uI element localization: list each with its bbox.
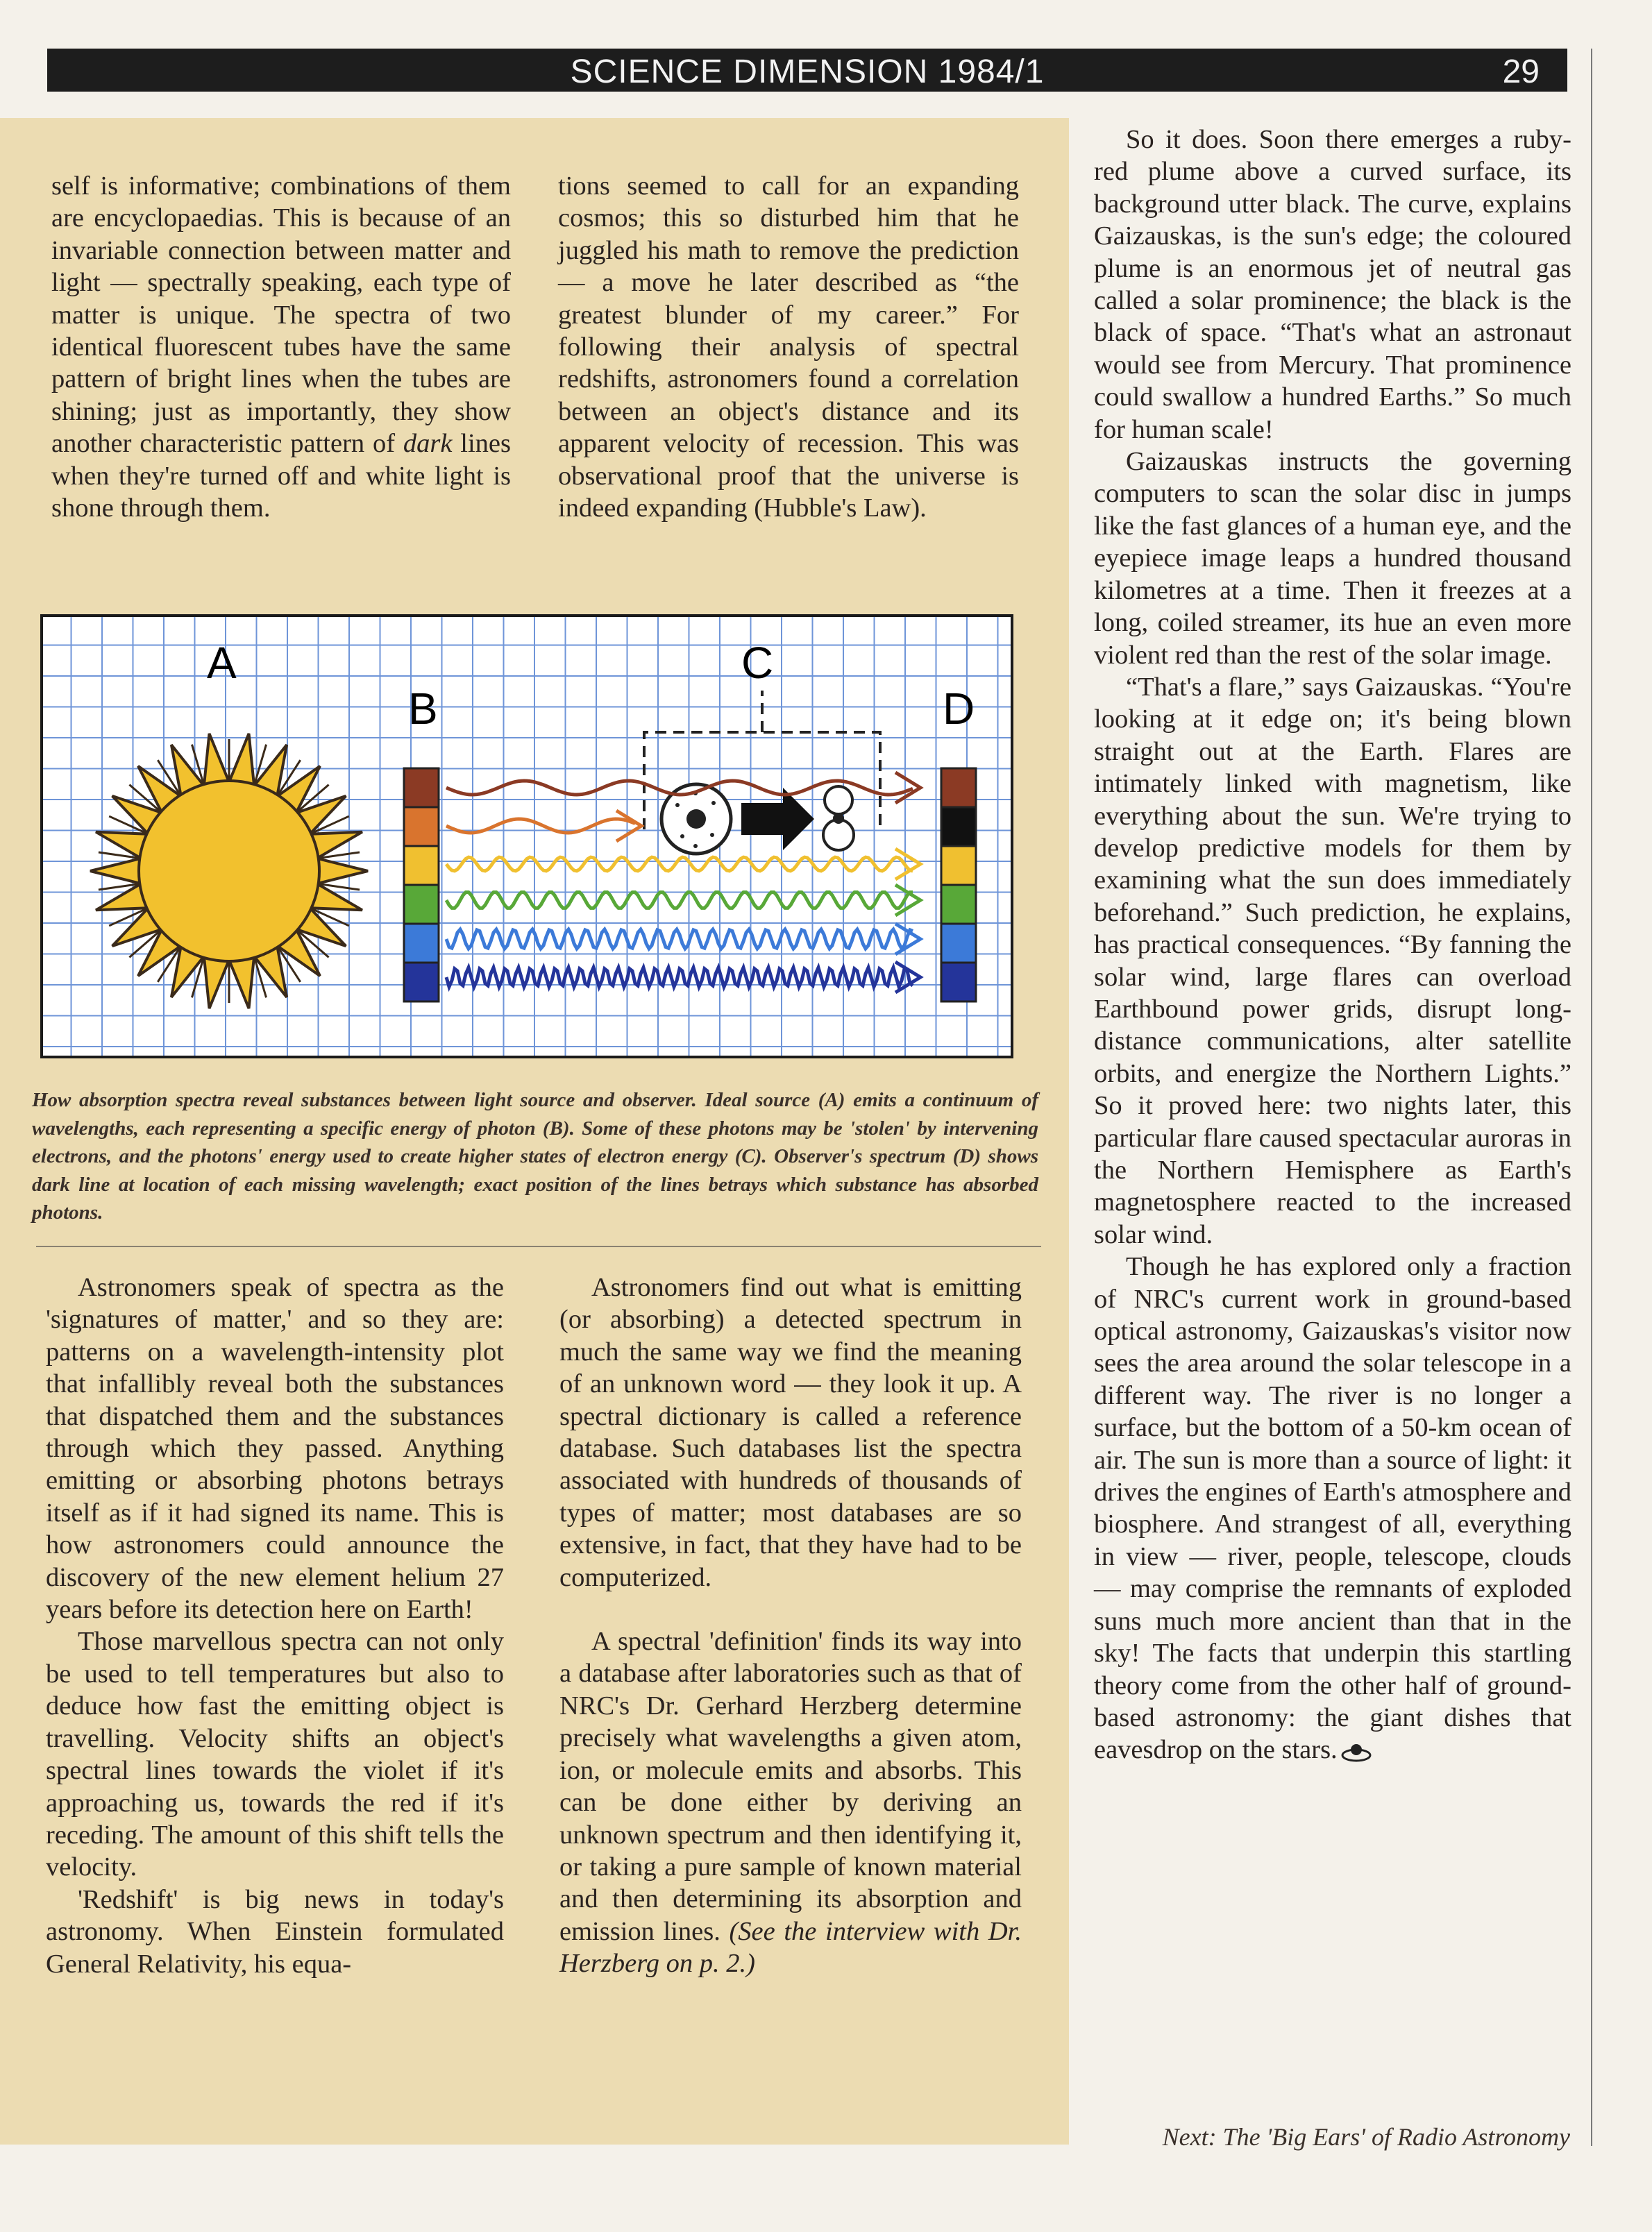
observed-spectrum-band xyxy=(941,963,976,1001)
observed-spectrum xyxy=(941,768,976,1001)
paragraph: “That's a flare,” says Gaizauskas. “You're looking at it edge on; it's being blown straight out at the Earth. Flares are intimately linked with magnetism, like everything about the sun. We're trying to develop predictive models for them by examining what the sun does immediately beforehand.” Such prediction, he explains, has practical consequences. “By fanning the solar wind, large flares can overload Earthbound power grids, disrupt long-distance communications, alter satellite orbits, and energize the Northern Lights.” So it proved here: two nights later, this particular flare caused spectacular auroras in the Northern Hemisphere as Earth's magnetosphere reacted to the increased solar wind. xyxy=(1094,672,1571,1249)
source-spectrum xyxy=(404,768,439,1001)
figure-caption: How absorption spectra reveal substances between light source and observer. Ideal source (A) emits a continuum of wavelengths, each representing a specific energy of photon (B). Some of these photons may be 'stolen' by intervening electrons, and the photons' energy used to create higher states of electron energy (C). Observer's spectrum (D) shows dark line at location of each missing wavelength; exact position of the lines betrays which substance has absorbed photons. xyxy=(32,1089,1038,1224)
column-bottom-middle xyxy=(559,1271,1022,1980)
paragraph: So it does. Soon there emerges a ruby-red plume above a curved surface, its background utter black. The curve, explains Gaizauskas, is the sun's edge; the coloured plume is an enormous jet of neutral gas called a solar prominence; the black is the black of space. “That's what an astronaut would see from Mercury. That prominence could swallow a hundred Earths.” So much for human scale! xyxy=(1094,125,1571,444)
source-spectrum-band xyxy=(404,807,439,846)
cross-reference: (See the interview with Dr. Herzberg on p. 2.) xyxy=(559,1916,1022,1979)
source-spectrum-band xyxy=(404,963,439,1001)
paragraph: self is informative; combinations of them are encyclopaedias. This is because of an invariable connection between matter and light — spectrally speaking, each type of matter is unique. The spectra of two identical fluorescent tubes have the same pattern of bright lines when the tubes are shining; just as importantly, they show another characteristic pattern of dark lines when they're turned off and white light is shone through them. xyxy=(51,171,512,523)
column-top-middle xyxy=(558,170,1019,524)
running-header xyxy=(47,49,1567,92)
next-issue-teaser: Next: The 'Big Ears' of Radio Astronomy xyxy=(1162,2123,1570,2151)
label-c: C xyxy=(741,638,774,688)
observed-spectrum-band xyxy=(941,846,976,885)
paragraph: Though he has explored only a fraction of NRC's current work in ground-based optical astronomy, Gaizauskas's visitor now sees the area around the solar telescope in a different way. The river is no longer a surface, but the bottom of a 50-km ocean of air. The sun is more than a source of light: it drives the engines of Earth's atmosphere and biosphere. And strangest of all, everything in view — river, people, telescope, clouds — may comprise the remnants of exploded suns much more ancient than that in the sky! The facts that underpin this startling theory come from the other half of ground-based astronomy: the giant dishes that eavesdrop on the stars. xyxy=(1094,1252,1571,1765)
observed-spectrum-band xyxy=(941,924,976,963)
paragraph: tions seemed to call for an expanding cosmos; this so disturbed him that he juggled his math to remove the prediction — a move he later described as “the greatest blunder of my career.” For following their analysis of spectral redshifts, astronomers found a correlation between an object's distance and its apparent velocity of recession. This was observational proof that the universe is indeed expanding (Hubble's Law). xyxy=(558,171,1019,523)
paragraph: Those marvellous spectra can not only be used to tell temperatures but also to deduce how fast the emitting object is travelling. Velocity shifts an object's spectral lines towards the violet if it's approaching us, towards the red if it's receding. The amount of this shift tells the velocity. xyxy=(46,1627,504,1882)
label-a: A xyxy=(207,638,237,688)
column-right xyxy=(1094,124,1571,1766)
column-rule xyxy=(1591,49,1592,2146)
end-mark-icon xyxy=(1340,1741,1372,1762)
observed-spectrum-band xyxy=(941,768,976,807)
emphasis: dark xyxy=(403,429,453,459)
paragraph: A spectral 'definition' finds its way into a database after laboratories such as that of NRC's Dr. Gerhard Herzberg determine precisely what wavelengths a given atom, ion, or molecule emits and absorbs. This can be done either by deriving an unknown spectrum and then identifying it, or taking a pure sample of known material and then determining its absorption and emission lines. (See the interview with Dr. Herzberg on p. 2.) xyxy=(559,1627,1022,1979)
column-bottom-left xyxy=(46,1271,504,1980)
paragraph: 'Redshift' is big news in today's astronomy. When Einstein formulated General Relativity, his equa- xyxy=(46,1884,504,1979)
observed-spectrum-band xyxy=(941,807,976,846)
absorption-spectra-diagram xyxy=(40,614,1013,1058)
observed-spectrum-band xyxy=(941,885,976,924)
paragraph: Astronomers speak of spectra as the 'signatures of matter,' and so they are: patterns on a wavelength-intensity plot that infallibly reveal both the substances that dispatched them and the substances through which they passed. Anything emitting or absorbing photons betrays itself as if it had signed its name. This is how astronomers could announce the discovery of the new element helium 27 years before its detection here on Earth! xyxy=(46,1273,504,1625)
source-spectrum-band xyxy=(404,885,439,924)
label-b: B xyxy=(408,684,438,734)
source-spectrum-band xyxy=(404,768,439,807)
magazine-title: SCIENCE DIMENSION 1984/1 xyxy=(570,53,1045,90)
source-spectrum-band xyxy=(404,924,439,963)
page-number: 29 xyxy=(1502,53,1540,90)
paragraph: Astronomers find out what is emitting (or absorbing) a detected spectrum in much the same way we find the meaning of an unknown word — they look it up. A spectral dictionary is called a reference database. Such databases list the spectra associated with hundreds of thousands of types of matter; most databases are so extensive, in fact, that they have had to be computerized. xyxy=(559,1273,1022,1592)
source-spectrum-band xyxy=(404,846,439,885)
column-top-left xyxy=(51,170,511,524)
caption-divider xyxy=(36,1246,1041,1247)
paragraph: Gaizauskas instructs the governing computers to scan the solar disc in jumps like the fast glances of a human eye, and the eyepiece image leaps a hundred thousand kilometres at a time. Then it freezes at a long, coiled streamer, its hue an even more violent red than the rest of the solar image. xyxy=(1094,447,1571,670)
label-d: D xyxy=(943,684,975,734)
